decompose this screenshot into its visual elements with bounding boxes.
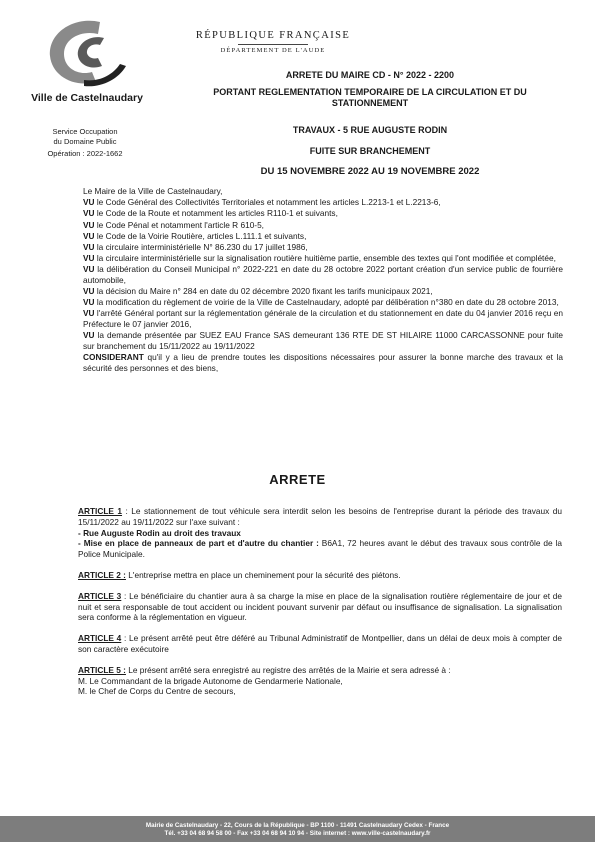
preamble-item: VU la circulaire interministérielle sur la signalisation routière huitième partie, ensemble des textes qui l'ont modifiée et complétée, bbox=[83, 253, 556, 264]
city-name: Ville de Castelnaudary bbox=[31, 92, 143, 104]
arrete-number: ARRETE DU MAIRE CD - N° 2022 - 2200 bbox=[285, 70, 455, 80]
article-3: ARTICLE 3 : Le bénéficiaire du chantier aura à sa charge la mise en place de la signalisation routière réglementaire de jour et de nuit et sera responsable de tout accident ou incident pouvant survenir par défaut ou insuffisance de signalisation. La signalisation sera conforme à la réglementation en vigueur. bbox=[78, 590, 562, 623]
republique-heading: RÉPUBLIQUE FRANÇAISE bbox=[195, 30, 351, 41]
article-2: ARTICLE 2 : L'entreprise mettra en place un cheminement pour la sécurité des piétons. bbox=[78, 569, 401, 580]
preamble-item: VU la délibération du Conseil Municipal n° 2022-221 en date du 28 octobre 2022 portant création d'un service public de fourrière automobile, bbox=[83, 264, 563, 285]
arrete-title: ARRETE bbox=[269, 472, 326, 487]
article-1-bullet: - Rue Auguste Rodin au droit des travaux bbox=[78, 527, 241, 538]
departement-heading: DÉPARTEMENT DE L'AUDE bbox=[220, 47, 326, 54]
footer-address: Mairie de Castelnaudary - 22, Cours de la République - BP 1100 - 11491 Castelnaudary Cedex - France bbox=[145, 822, 450, 829]
preamble-item: VU l'arrêté Général portant sur la réglementation générale de la circulation et du stationnement en date du 04 janvier 2016 reçu en Préfecture le 07 janvier 2016, bbox=[83, 308, 563, 330]
operation-number: Opération : 2022-1662 bbox=[47, 149, 123, 158]
preamble-item: VU le Code de la Voirie Routière, articles L.111.1 et suivants, bbox=[83, 230, 307, 241]
castelnaudary-logo bbox=[40, 14, 130, 94]
preamble-item: VU la modification du règlement de voirie de la Ville de Castelnaudary, adopté par délibération n°380 en date du 28 octobre 2013, bbox=[83, 297, 559, 308]
preamble-item: VU la décision du Maire n° 284 en date du 02 décembre 2020 fixant les tarifs municipaux 2021, bbox=[83, 286, 433, 297]
arrete-subject: PORTANT REGLEMENTATION TEMPORAIRE DE LA CIRCULATION ET DU STATIONNEMENT bbox=[213, 87, 527, 108]
divider bbox=[238, 44, 308, 45]
preamble-intro: Le Maire de la Ville de Castelnaudary, bbox=[83, 186, 223, 196]
service-line-2: du Domaine Public bbox=[53, 136, 117, 146]
service-line-1: Service Occupation bbox=[52, 127, 118, 136]
article-1: ARTICLE 1 : Le stationnement de tout véhicule sera interdit selon les besoins de l'entreprise durant la période des travaux du 15/11/2022 au 19/11/2022 sur l'axe suivant : bbox=[78, 506, 562, 527]
preamble-item: VU le Code Pénal et notamment l'article R 610-5, bbox=[83, 219, 264, 230]
recipient: M. Le Commandant de la brigade Autonome de Gendarmerie Nationale, bbox=[78, 675, 343, 686]
preamble-item: CONSIDERANT qu'il y a lieu de prendre toutes les dispositions nécessaires pour assurer la bonne marche des travaux et la sécurité des personnes et des biens, bbox=[83, 352, 563, 373]
article-4: ARTICLE 4 : Le présent arrêté peut être déféré au Tribunal Administratif de Montpellier, dans un délai de deux mois à compter de son caractère exécutoire bbox=[78, 633, 562, 654]
article-5: ARTICLE 5 : Le présent arrêté sera enregistré au registre des arrêtés de la Mairie et sera adressé à : bbox=[78, 664, 451, 675]
footer-contact: Tél. +33 04 68 94 58 00 - Fax +33 04 68 94 10 94 - Site internet : www.ville-castelnaudary.fr bbox=[164, 830, 431, 837]
preamble-item: VU le Code Général des Collectivités Territoriales et notamment les articles L.2213-1 et L.2213-6, bbox=[83, 197, 441, 208]
article-1-bullet: - Mise en place de panneaux de part et d'autre du chantier : B6A1, 72 heures avant le début des travaux sous contrôle de la Police Municipale. bbox=[78, 538, 562, 560]
preamble-item: VU la circulaire interministérielle N° 86.230 du 17 juillet 1986, bbox=[83, 241, 308, 252]
footer bbox=[0, 822, 595, 838]
works-type: FUITE SUR BRANCHEMENT bbox=[309, 146, 431, 156]
preamble-item: VU la demande présentée par SUEZ EAU France SAS demeurant 136 RTE DE ST HILAIRE 11000 CARCASSONNE pour fuite sur branchement du 15/11/2022 au 19/11/2022 bbox=[83, 330, 563, 351]
service-block bbox=[30, 127, 140, 159]
recipient: M. le Chef de Corps du Centre de secours, bbox=[78, 686, 236, 697]
works-dates: DU 15 NOVEMBRE 2022 AU 19 NOVEMBRE 2022 bbox=[260, 166, 480, 177]
works-location: TRAVAUX - 5 RUE AUGUSTE RODIN bbox=[292, 125, 448, 135]
articles bbox=[78, 506, 562, 697]
preamble-item: VU le Code de la Route et notamment les articles R110-1 et suivants, bbox=[83, 208, 338, 219]
preamble bbox=[83, 186, 563, 374]
